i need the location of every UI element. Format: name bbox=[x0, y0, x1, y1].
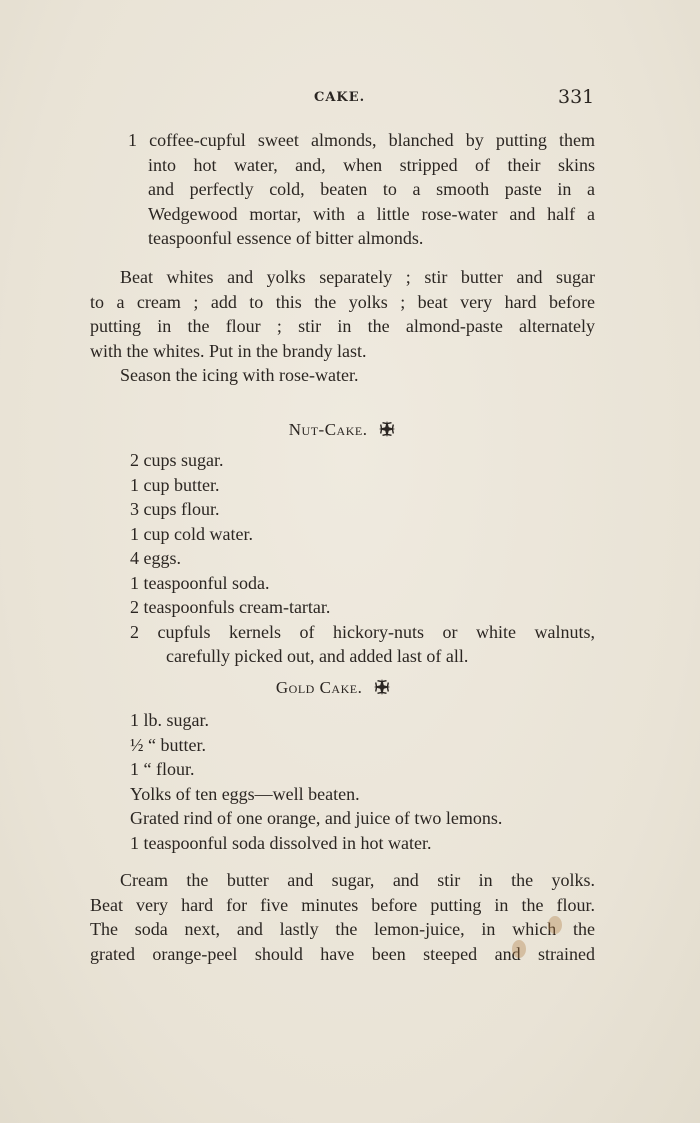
ingredient-line: teaspoonful essence of bitter almonds. bbox=[148, 228, 424, 248]
ingredient-line: Wedgewood mortar, with a little rose-water and half a bbox=[148, 203, 595, 224]
maltese-cross-icon bbox=[373, 678, 391, 696]
ingredient-item: 1 teaspoonful soda. bbox=[130, 572, 270, 593]
method-paragraph bbox=[90, 265, 595, 388]
page-header bbox=[0, 88, 700, 112]
ingredient-item: Yolks of ten eggs—well beaten. bbox=[130, 783, 360, 804]
ingredient-item: 3 cups flour. bbox=[130, 499, 220, 519]
gold-cake-ingredients bbox=[90, 708, 595, 855]
ingredient-item: 1 teaspoonful soda dissolved in hot water. bbox=[130, 832, 432, 853]
page-number: 331 bbox=[558, 86, 595, 108]
almond-ingredient-block bbox=[90, 128, 595, 251]
ingredient-item: 1 lb. sugar. bbox=[130, 710, 209, 730]
gold-cake-heading bbox=[90, 678, 595, 698]
method-line: with the whites. Put in the brandy last. bbox=[90, 340, 367, 361]
method-line: Beat very hard for five minutes before putting in the flour. bbox=[90, 894, 595, 915]
method-line: putting in the flour ; stir in the almond-paste alternately bbox=[90, 316, 595, 336]
ingredient-line: and perfectly cold, beaten to a smooth paste in a bbox=[148, 179, 595, 199]
method-line: The soda next, and lastly the lemon-juice, in which the bbox=[90, 919, 595, 939]
ingredient-line: 1 coffee-cupful sweet almonds, blanched by putting them bbox=[128, 130, 595, 150]
ingredient-item: 1 “ flour. bbox=[130, 759, 195, 779]
ingredient-item: Grated rind of one orange, and juice of two lemons. bbox=[130, 808, 503, 828]
season-line: Season the icing with rose-water. bbox=[120, 365, 359, 385]
nut-cake-ingredients bbox=[90, 448, 595, 669]
ingredient-item: ½ “ butter. bbox=[130, 734, 206, 755]
ingredient-item: 2 teaspoonfuls cream-tartar. bbox=[130, 597, 331, 617]
paper-stain bbox=[548, 916, 562, 934]
ingredient-item: 2 cupfuls kernels of hickory-nuts or white walnuts, bbox=[130, 621, 595, 642]
ingredient-item-continuation: carefully picked out, and added last of all. bbox=[166, 646, 469, 666]
ingredient-item: 1 cup butter. bbox=[130, 474, 220, 495]
section-title: Gold Cake. bbox=[275, 678, 363, 697]
maltese-cross-icon bbox=[378, 420, 396, 438]
method-line: Beat whites and yolks separately ; stir butter and sugar bbox=[120, 267, 595, 287]
ingredient-item: 2 cups sugar. bbox=[130, 450, 224, 470]
running-head: CAKE. bbox=[314, 90, 366, 105]
method-line: Cream the butter and sugar, and stir in the yolks. bbox=[120, 870, 595, 890]
ingredient-line: into hot water, and, when stripped of their skins bbox=[148, 154, 595, 175]
nut-cake-heading bbox=[90, 420, 595, 440]
section-title: Nut-Cake. bbox=[288, 420, 368, 439]
paper-stain bbox=[512, 940, 526, 958]
method-line: to a cream ; add to this the yolks ; beat very hard before bbox=[90, 291, 595, 312]
ingredient-item: 1 cup cold water. bbox=[130, 523, 253, 544]
ingredient-item: 4 eggs. bbox=[130, 548, 181, 568]
method-line: grated orange-peel should have been steeped and strained bbox=[90, 943, 595, 964]
